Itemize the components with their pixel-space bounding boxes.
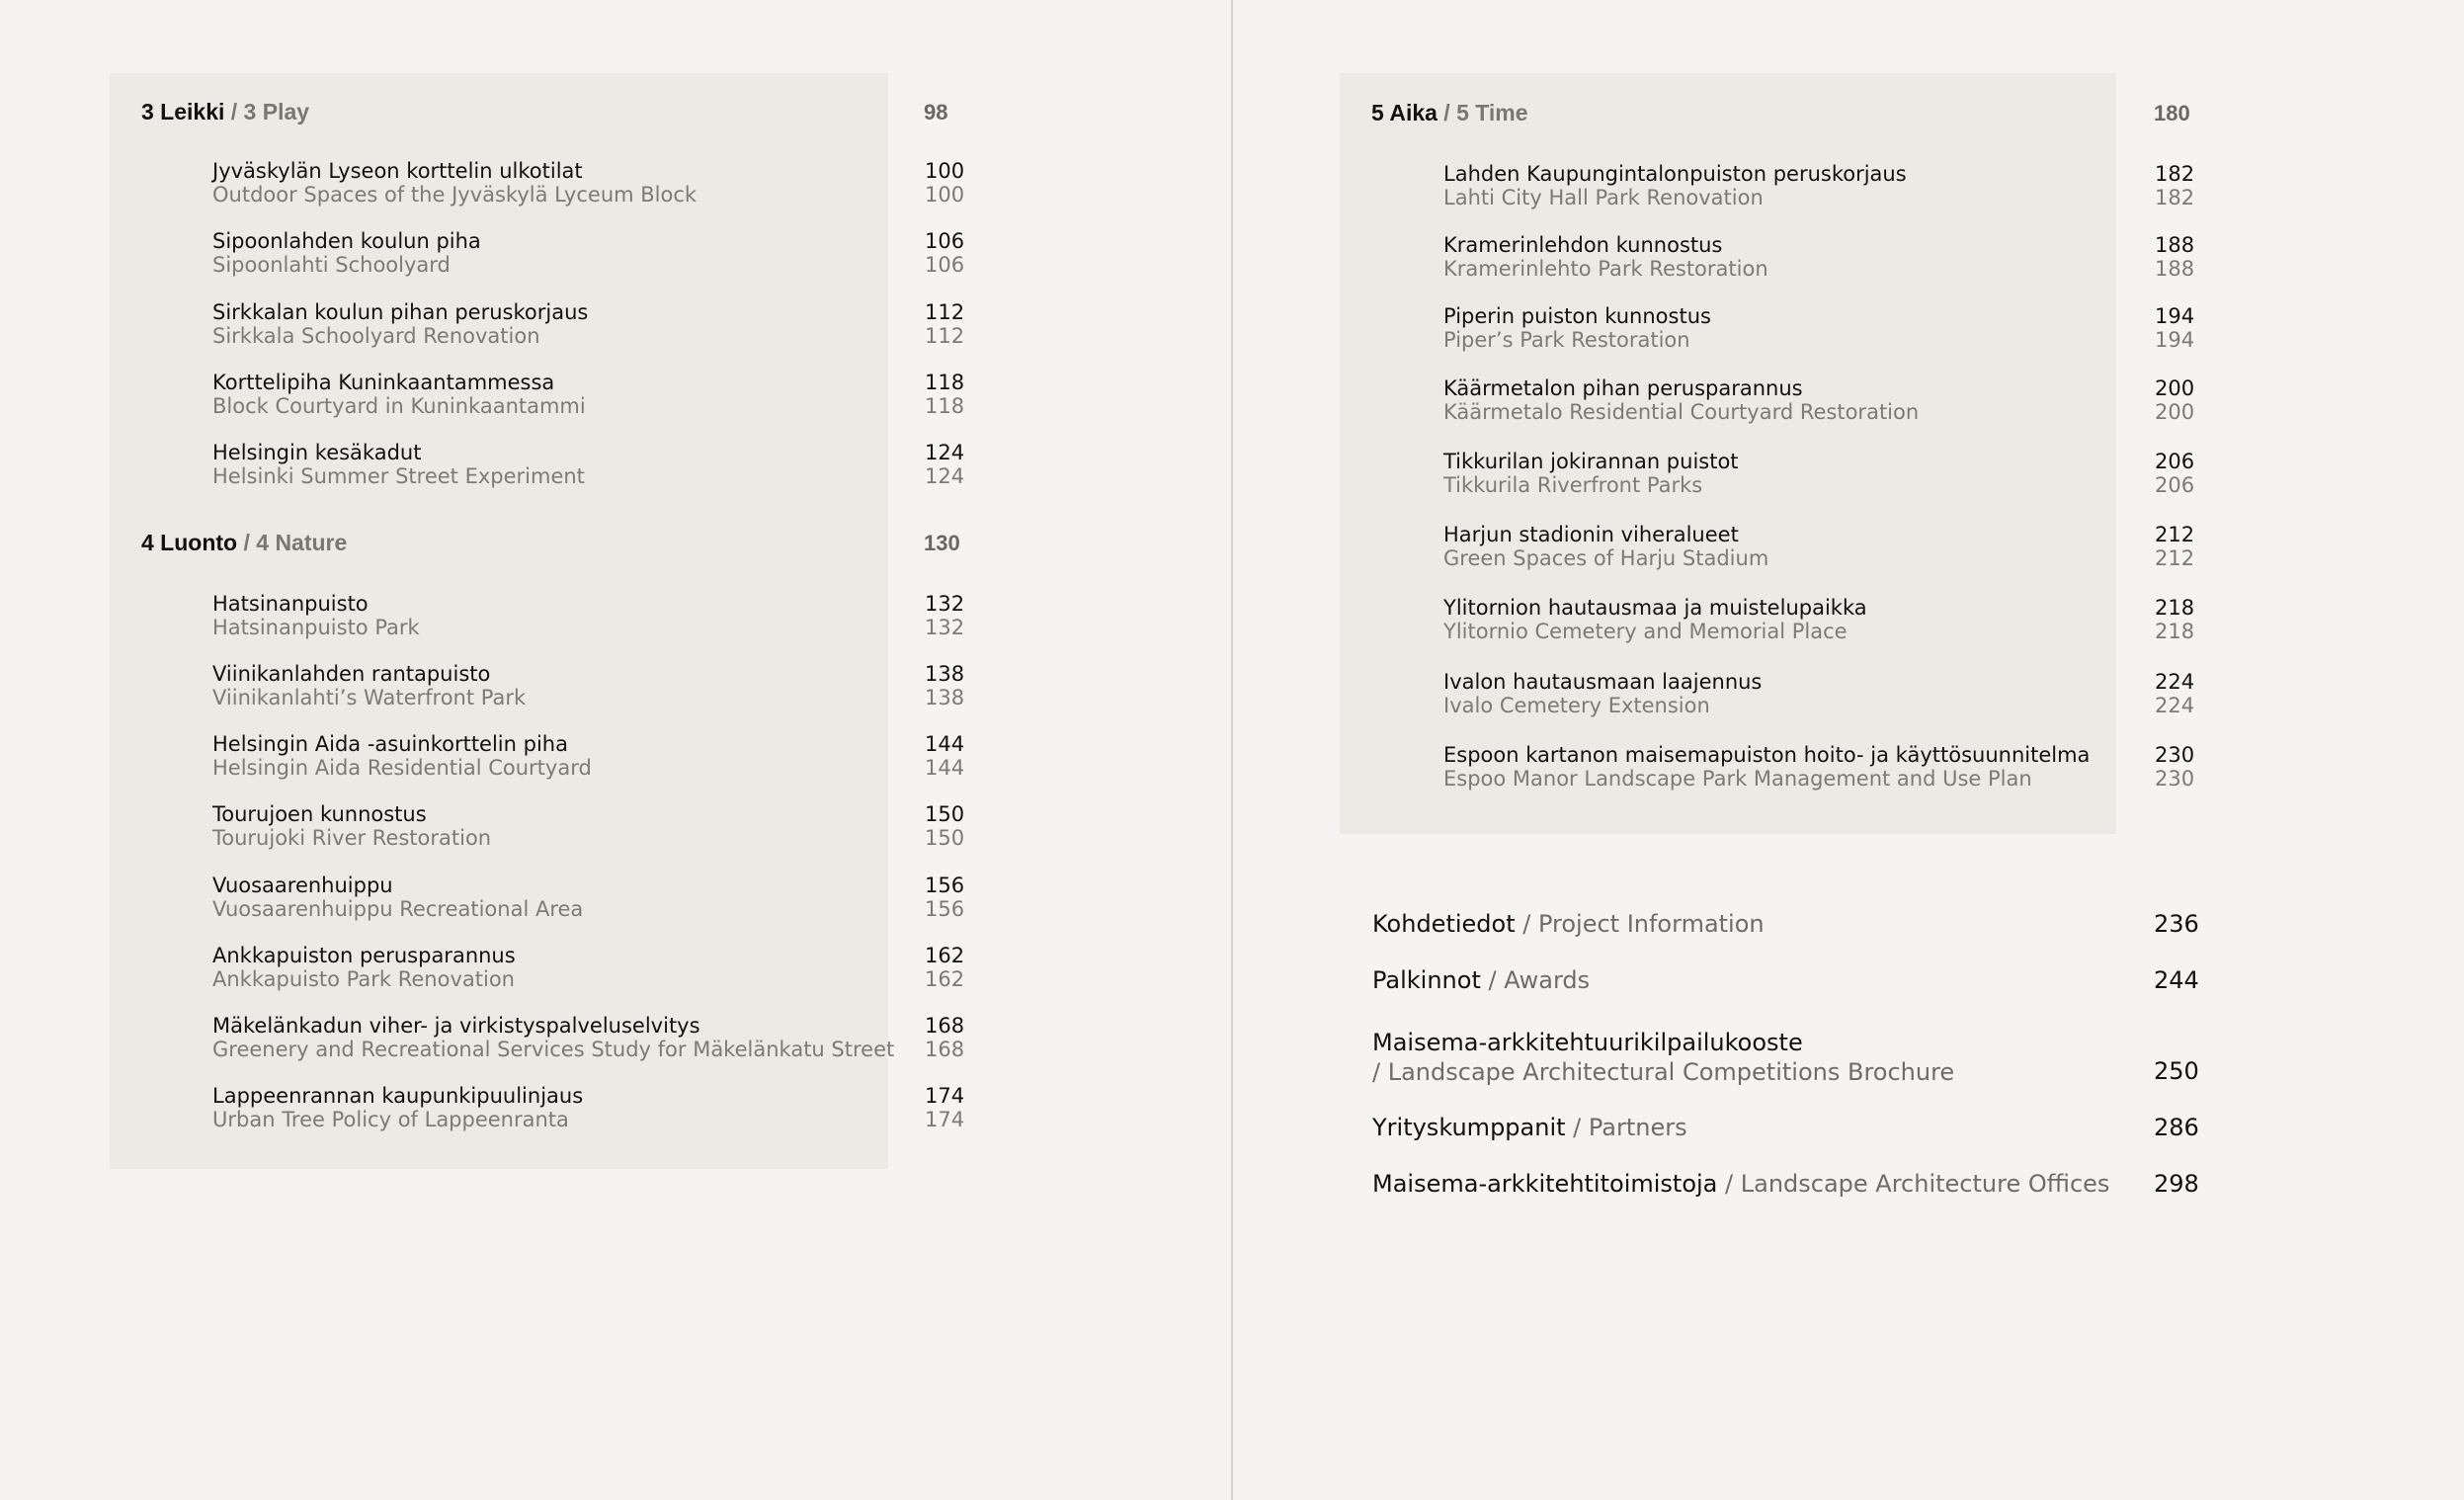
entry-page-numbers bbox=[925, 732, 964, 780]
extra-title-en: / Landscape Architecture Offices bbox=[1717, 1170, 2110, 1198]
section-heading bbox=[141, 99, 309, 125]
extra-entry[interactable] bbox=[1372, 965, 1590, 995]
entry-page-fi: 100 bbox=[925, 159, 965, 183]
entry-page-fi: 124 bbox=[925, 441, 965, 464]
entry-page-numbers bbox=[2155, 596, 2194, 643]
extra-entry[interactable] bbox=[1372, 909, 1765, 939]
entry-page-fi: 112 bbox=[925, 300, 965, 324]
entry-page-fi: 224 bbox=[2155, 670, 2195, 694]
extra-title-fi: Maisema-arkkitehtitoimistoja bbox=[1372, 1170, 1718, 1198]
entry-title-fi: Helsingin Aida -asuinkorttelin piha bbox=[212, 732, 568, 756]
extra-entry[interactable] bbox=[1372, 1169, 2109, 1199]
entry-page-en: 138 bbox=[925, 686, 965, 709]
entry-title-en: Hatsinanpuisto Park bbox=[212, 616, 420, 639]
entry-title-fi: Vuosaarenhuippu bbox=[212, 874, 393, 897]
entry-page-en: 188 bbox=[2155, 257, 2195, 281]
toc-entry[interactable] bbox=[212, 944, 516, 991]
entry-page-en: 106 bbox=[925, 253, 965, 277]
entry-title-en: Green Spaces of Harju Stadium bbox=[1443, 546, 1769, 570]
toc-entry[interactable] bbox=[212, 1014, 894, 1061]
entry-page-numbers bbox=[2155, 670, 2194, 717]
entry-page-en: 124 bbox=[925, 464, 965, 488]
entry-page-en: 150 bbox=[925, 826, 965, 850]
entry-page-en: 224 bbox=[2155, 694, 2195, 717]
entry-page-numbers bbox=[2155, 376, 2194, 424]
entry-page-numbers bbox=[2155, 304, 2194, 352]
toc-entry[interactable] bbox=[212, 592, 420, 639]
entry-page-fi: 182 bbox=[2155, 162, 2195, 186]
toc-entry[interactable] bbox=[212, 300, 588, 348]
entry-title-fi: Mäkelänkadun viher- ja virkistyspalveluselvitys bbox=[212, 1014, 700, 1038]
toc-entry[interactable] bbox=[212, 1084, 583, 1131]
section-title-fi: 3 Leikki bbox=[141, 99, 225, 125]
extra-title-fi: Kohdetiedot bbox=[1372, 910, 1516, 938]
extra-title-en: / Awards bbox=[1480, 966, 1591, 994]
entry-page-numbers bbox=[2155, 523, 2194, 570]
entry-page-fi: 218 bbox=[2155, 596, 2195, 620]
extra-title-fi: Yrityskumppanit bbox=[1372, 1114, 1566, 1141]
toc-entry[interactable] bbox=[1443, 450, 1739, 497]
extra-title-fi: Palkinnot bbox=[1372, 966, 1481, 994]
entry-title-en: Helsingin Aida Residential Courtyard bbox=[212, 756, 592, 780]
entry-title-fi: Ankkapuiston perusparannus bbox=[212, 944, 516, 967]
page-spine bbox=[1231, 0, 1233, 1500]
entry-page-fi: 206 bbox=[2155, 450, 2195, 473]
entry-page-en: 182 bbox=[2155, 186, 2195, 209]
extra-page-number: 236 bbox=[2154, 910, 2199, 938]
extra-title-en: / Project Information bbox=[1515, 910, 1765, 938]
toc-entry[interactable] bbox=[212, 371, 586, 418]
entry-page-en: 118 bbox=[925, 394, 965, 418]
entry-title-en: Lahti City Hall Park Renovation bbox=[1443, 186, 1764, 209]
section-title-en: / 5 Time bbox=[1437, 100, 1528, 125]
extra-page-number: 298 bbox=[2154, 1170, 2199, 1198]
entry-page-numbers bbox=[925, 300, 964, 348]
extra-title-en: / Partners bbox=[1565, 1114, 1687, 1141]
entry-page-en: 100 bbox=[925, 183, 965, 207]
toc-entry[interactable] bbox=[1443, 233, 1768, 281]
section-title-en: / 4 Nature bbox=[237, 530, 348, 555]
entry-page-numbers bbox=[925, 802, 964, 850]
entry-page-fi: 168 bbox=[925, 1014, 965, 1038]
entry-title-fi: Tourujoen kunnostus bbox=[212, 802, 427, 826]
entry-title-fi: Lappeenrannan kaupunkipuulinjaus bbox=[212, 1084, 584, 1108]
toc-entry[interactable] bbox=[1443, 376, 1919, 424]
entry-page-numbers bbox=[925, 662, 964, 709]
toc-entry[interactable] bbox=[1443, 670, 1762, 717]
section-title-en: / 3 Play bbox=[224, 99, 310, 125]
toc-entry[interactable] bbox=[1443, 743, 2090, 791]
entry-page-en: 162 bbox=[925, 967, 965, 991]
entry-page-fi: 138 bbox=[925, 662, 965, 686]
entry-page-en: 168 bbox=[925, 1038, 965, 1061]
entry-title-en: Tikkurila Riverfront Parks bbox=[1443, 473, 1703, 497]
entry-page-fi: 230 bbox=[2155, 743, 2195, 767]
toc-entry[interactable] bbox=[1443, 162, 1907, 209]
entry-page-fi: 106 bbox=[925, 229, 965, 253]
entry-page-fi: 132 bbox=[925, 592, 965, 616]
entry-title-fi: Sirkkalan koulun pihan peruskorjaus bbox=[212, 300, 589, 324]
entry-title-fi: Helsingin kesäkadut bbox=[212, 441, 422, 464]
entry-page-en: 200 bbox=[2155, 400, 2195, 424]
entry-page-en: 174 bbox=[925, 1108, 965, 1131]
extra-page-number: 244 bbox=[2154, 966, 2199, 994]
entry-page-numbers bbox=[2155, 743, 2194, 791]
entry-page-en: 206 bbox=[2155, 473, 2195, 497]
entry-page-numbers bbox=[925, 874, 964, 921]
entry-page-fi: 200 bbox=[2155, 376, 2195, 400]
extra-entry[interactable] bbox=[1372, 1113, 1687, 1142]
entry-title-en: Sipoonlahti Schoolyard bbox=[212, 253, 451, 277]
section-heading bbox=[141, 530, 347, 556]
entry-page-en: 218 bbox=[2155, 620, 2195, 643]
entry-title-en: Käärmetalo Residential Courtyard Restoration bbox=[1443, 400, 1920, 424]
entry-page-fi: 212 bbox=[2155, 523, 2195, 546]
section-heading bbox=[1371, 100, 1528, 126]
entry-page-numbers bbox=[925, 371, 964, 418]
entry-title-en: Piper’s Park Restoration bbox=[1443, 328, 1690, 352]
entry-page-fi: 162 bbox=[925, 944, 965, 967]
entry-title-en: Helsinki Summer Street Experiment bbox=[212, 464, 585, 488]
section-page-number: 98 bbox=[924, 100, 948, 125]
entry-page-numbers bbox=[925, 1014, 964, 1061]
entry-title-en: Kramerinlehto Park Restoration bbox=[1443, 257, 1768, 281]
entry-page-numbers bbox=[925, 1084, 964, 1131]
entry-page-en: 132 bbox=[925, 616, 965, 639]
entry-page-en: 112 bbox=[925, 324, 965, 348]
entry-title-fi: Espoon kartanon maisemapuiston hoito- ja käyttösuunnitelma bbox=[1443, 743, 2091, 767]
entry-page-numbers bbox=[925, 159, 964, 207]
entry-title-fi: Piperin puiston kunnostus bbox=[1443, 304, 1711, 328]
extra-title-en: / Landscape Architectural Competitions Brochure bbox=[1372, 1058, 1955, 1086]
entry-title-en: Urban Tree Policy of Lappeenranta bbox=[212, 1108, 569, 1131]
entry-title-en: Ivalo Cemetery Extension bbox=[1443, 694, 1710, 717]
entry-title-en: Viinikanlahti’s Waterfront Park bbox=[212, 686, 527, 709]
entry-title-en: Sirkkala Schoolyard Renovation bbox=[212, 324, 540, 348]
entry-page-fi: 156 bbox=[925, 874, 965, 897]
entry-title-en: Block Courtyard in Kuninkaantammi bbox=[212, 394, 586, 418]
section-title-fi: 5 Aika bbox=[1371, 100, 1437, 125]
entry-title-fi: Ivalon hautausmaan laajennus bbox=[1443, 670, 1763, 694]
toc-entry[interactable] bbox=[212, 159, 697, 207]
entry-page-fi: 174 bbox=[925, 1084, 965, 1108]
entry-page-en: 230 bbox=[2155, 767, 2195, 791]
extra-page-number: 250 bbox=[2154, 1057, 2199, 1085]
entry-page-numbers bbox=[2155, 162, 2194, 209]
toc-entry[interactable] bbox=[1443, 596, 1867, 643]
entry-page-en: 194 bbox=[2155, 328, 2195, 352]
entry-page-en: 212 bbox=[2155, 546, 2195, 570]
entry-title-fi: Lahden Kaupungintalonpuiston peruskorjaus bbox=[1443, 162, 1907, 186]
entry-title-fi: Harjun stadionin viheralueet bbox=[1443, 523, 1739, 546]
toc-entry[interactable] bbox=[212, 874, 583, 921]
toc-entry[interactable] bbox=[1443, 304, 1711, 352]
entry-title-fi: Ylitornion hautausmaa ja muistelupaikka bbox=[1443, 596, 1867, 620]
entry-page-fi: 150 bbox=[925, 802, 965, 826]
entry-title-fi: Viinikanlahden rantapuisto bbox=[212, 662, 491, 686]
entry-title-fi: Jyväskylän Lyseon korttelin ulkotilat bbox=[212, 159, 583, 183]
extra-title-fi: Maisema-arkkitehtuurikilpailukooste bbox=[1372, 1029, 1803, 1056]
entry-title-fi: Kramerinlehdon kunnostus bbox=[1443, 233, 1723, 257]
entry-page-en: 156 bbox=[925, 897, 965, 921]
section-page-number: 130 bbox=[924, 531, 960, 555]
entry-title-fi: Käärmetalon pihan perusparannus bbox=[1443, 376, 1803, 400]
entry-title-fi: Korttelipiha Kuninkaantammessa bbox=[212, 371, 555, 394]
entry-page-fi: 144 bbox=[925, 732, 965, 756]
toc-entry[interactable] bbox=[212, 441, 585, 488]
entry-title-fi: Hatsinanpuisto bbox=[212, 592, 369, 616]
entry-page-fi: 194 bbox=[2155, 304, 2195, 328]
toc-entry[interactable] bbox=[212, 229, 481, 277]
entry-page-numbers bbox=[925, 441, 964, 488]
entry-title-en: Vuosaarenhuippu Recreational Area bbox=[212, 897, 584, 921]
entry-page-numbers bbox=[925, 944, 964, 991]
entry-title-en: Outdoor Spaces of the Jyväskylä Lyceum Block bbox=[212, 183, 698, 207]
extra-entry[interactable] bbox=[1372, 1028, 1954, 1087]
section-page-number: 180 bbox=[2154, 101, 2190, 125]
entry-page-numbers bbox=[925, 592, 964, 639]
entry-page-en: 144 bbox=[925, 756, 965, 780]
toc-entry[interactable] bbox=[1443, 523, 1768, 570]
entry-title-en: Tourujoki River Restoration bbox=[212, 826, 492, 850]
entry-title-fi: Sipoonlahden koulun piha bbox=[212, 229, 481, 253]
entry-title-en: Greenery and Recreational Services Study for Mäkelänkatu Street bbox=[212, 1038, 895, 1061]
entry-page-fi: 118 bbox=[925, 371, 965, 394]
entry-page-numbers bbox=[925, 229, 964, 277]
entry-title-en: Ylitornio Cemetery and Memorial Place bbox=[1443, 620, 1848, 643]
entry-page-numbers bbox=[2155, 233, 2194, 281]
entry-page-numbers bbox=[2155, 450, 2194, 497]
entry-title-en: Ankkapuisto Park Renovation bbox=[212, 967, 515, 991]
extra-page-number: 286 bbox=[2154, 1114, 2199, 1141]
entry-title-fi: Tikkurilan jokirannan puistot bbox=[1443, 450, 1739, 473]
toc-entry[interactable] bbox=[212, 662, 526, 709]
toc-entry[interactable] bbox=[212, 732, 592, 780]
toc-entry[interactable] bbox=[212, 802, 491, 850]
entry-page-fi: 188 bbox=[2155, 233, 2195, 257]
section-title-fi: 4 Luonto bbox=[141, 530, 238, 555]
entry-title-en: Espoo Manor Landscape Park Management and Use Plan bbox=[1443, 767, 2032, 791]
